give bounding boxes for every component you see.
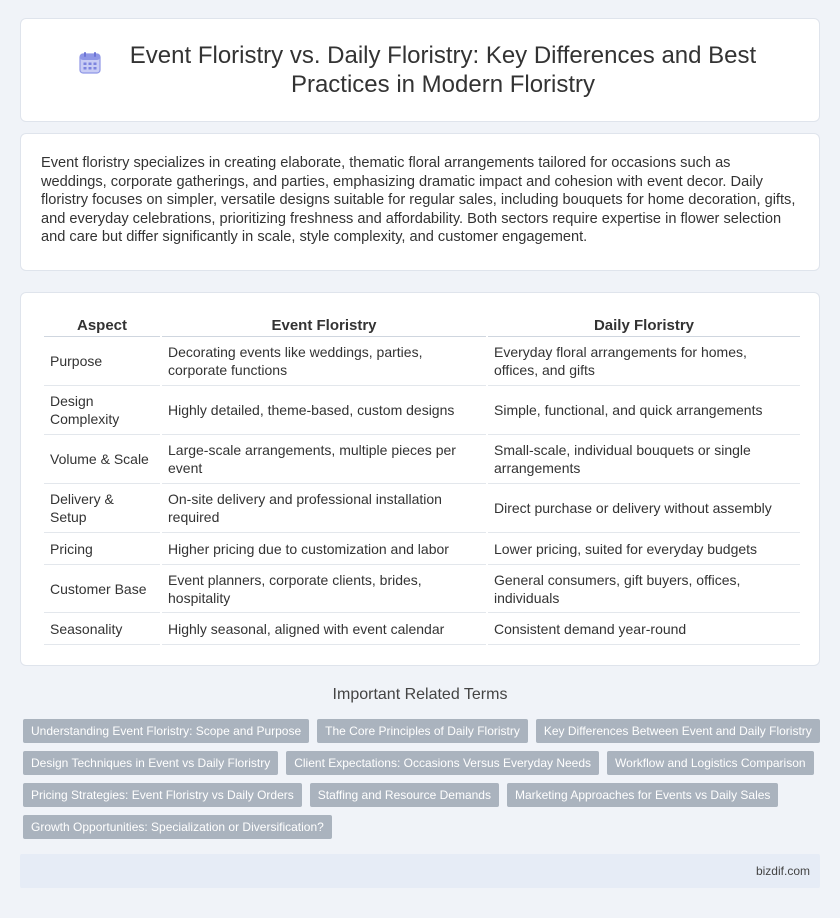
daily-cell: Direct purchase or delivery without assembly [488, 484, 800, 533]
daily-cell: General consumers, gift buyers, offices, individuals [488, 565, 800, 613]
aspect-cell: Purpose [44, 337, 160, 386]
related-tag[interactable]: Marketing Approaches for Events vs Daily Sales [507, 783, 778, 807]
related-tag[interactable]: Understanding Event Floristry: Scope and Purpose [23, 719, 309, 743]
event-cell: Large-scale arrangements, multiple pieces per event [162, 435, 486, 484]
related-tag[interactable]: The Core Principles of Daily Floristry [317, 719, 528, 743]
related-terms-tags [23, 719, 823, 847]
table-header-row [44, 313, 800, 337]
calendar-icon [77, 50, 103, 76]
comparison-table [42, 313, 802, 645]
table-row [44, 435, 800, 484]
related-tag[interactable]: Design Techniques in Event vs Daily Floristry [23, 751, 278, 775]
footer [20, 854, 820, 888]
title-card [20, 18, 820, 122]
event-cell: Highly detailed, theme-based, custom designs [162, 386, 486, 435]
daily-cell: Lower pricing, suited for everyday budgets [488, 533, 800, 565]
aspect-cell: Delivery & Setup [44, 484, 160, 533]
daily-cell: Consistent demand year-round [488, 613, 800, 645]
related-terms-title: Important Related Terms [332, 686, 508, 703]
intro-paragraph: Event floristry specializes in creating elaborate, thematic floral arrangements tailored for occasions such as weddings, corporate gatherings, and parties, emphasizing dramatic impact and cohesion with event decor. Daily floristry focuses on simpler, versatile designs suitable for regular sales, including bouquets for home decoration, gifts, and everyday celebrations, prioritizing freshness and affordability. Both sectors require expertise in flower selection and care but differ significantly in scale, style complexity, and customer engagement. [41, 155, 796, 245]
table-row [44, 337, 800, 386]
aspect-cell: Seasonality [44, 613, 160, 645]
header-daily-floristry: Daily Floristry [488, 313, 800, 337]
aspect-cell: Volume & Scale [44, 435, 160, 484]
comparison-card [20, 292, 820, 666]
footer-brand[interactable]: bizdif.com [755, 864, 810, 878]
related-tag[interactable]: Client Expectations: Occasions Versus Everyday Needs [286, 751, 599, 775]
event-cell: On-site delivery and professional installation required [162, 484, 486, 533]
page-title: Event Floristry vs. Daily Floristry: Key Differences and Best Practices in Modern Floristry [129, 42, 757, 98]
header-event-floristry: Event Floristry [162, 313, 486, 337]
event-cell: Event planners, corporate clients, brides, hospitality [162, 565, 486, 613]
table-row [44, 533, 800, 565]
table-row [44, 565, 800, 613]
header-aspect: Aspect [44, 313, 160, 337]
event-cell: Higher pricing due to customization and labor [162, 533, 486, 565]
aspect-cell: Design Complexity [44, 386, 160, 435]
daily-cell: Small-scale, individual bouquets or single arrangements [488, 435, 800, 484]
related-tag[interactable]: Pricing Strategies: Event Floristry vs Daily Orders [23, 783, 302, 807]
table-row [44, 613, 800, 645]
table-row [44, 386, 800, 435]
aspect-cell: Customer Base [44, 565, 160, 613]
related-tag[interactable]: Key Differences Between Event and Daily Floristry [536, 719, 820, 743]
table-row [44, 484, 800, 533]
related-tag[interactable]: Growth Opportunities: Specialization or Diversification? [23, 815, 332, 839]
daily-cell: Simple, functional, and quick arrangements [488, 386, 800, 435]
related-tag[interactable]: Staffing and Resource Demands [310, 783, 499, 807]
daily-cell: Everyday floral arrangements for homes, offices, and gifts [488, 337, 800, 386]
aspect-cell: Pricing [44, 533, 160, 565]
related-tag[interactable]: Workflow and Logistics Comparison [607, 751, 814, 775]
event-cell: Highly seasonal, aligned with event calendar [162, 613, 486, 645]
event-cell: Decorating events like weddings, parties, corporate functions [162, 337, 486, 386]
intro-card [20, 133, 820, 271]
